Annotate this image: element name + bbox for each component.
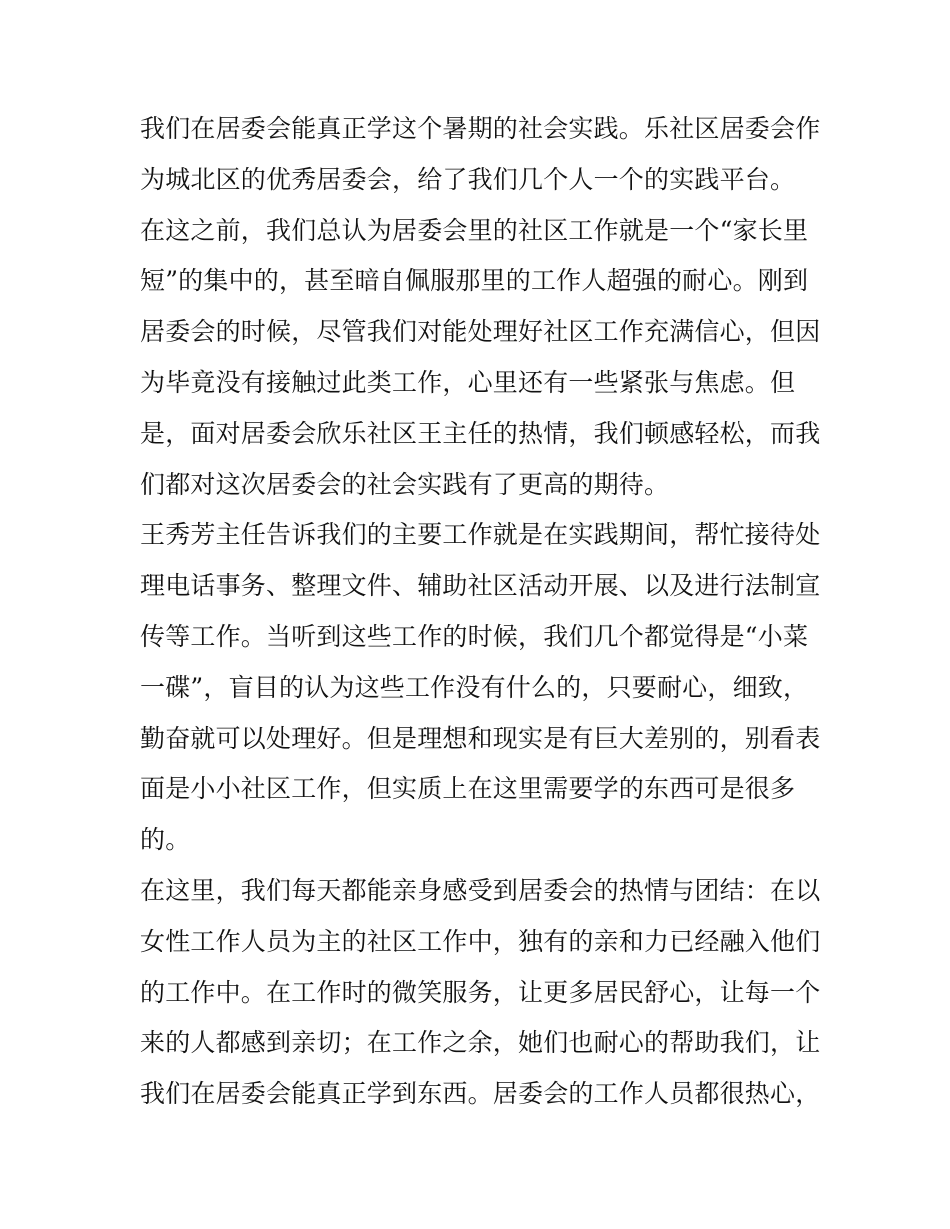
text-line: 王秀芳主任告诉我们的主要工作就是在实践期间，帮忙接待处 [140, 520, 821, 550]
text-line: 是，面对居委会欣乐社区王主任的热情，我们顿感轻松，而我 [140, 418, 821, 448]
text-line: 们都对这次居委会的社会实践有了更高的期待。 [140, 469, 670, 499]
text-line: 一碟”，盲目的认为这些工作没有什么的，只要耐心，细致， [140, 672, 809, 702]
text-line: 在这里，我们每天都能亲身感受到居委会的热情与团结：在以 [140, 875, 821, 905]
text-line: 女性工作人员为主的社区工作中，独有的亲和力已经融入他们 [140, 926, 821, 956]
text-line: 为城北区的优秀居委会，给了我们几个人一个的实践平台。 [140, 164, 796, 194]
text-line: 的。 [140, 825, 191, 855]
text-line: 在这之前，我们总认为居委会里的社区工作就是一个“家长里 [140, 215, 809, 245]
text-line: 我们在居委会能真正学到东西。居委会的工作人员都很热心， [140, 1079, 821, 1109]
text-line: 勤奋就可以处理好。但是理想和现实是有巨大差别的，别看表 [140, 723, 821, 753]
text-line: 我们在居委会能真正学这个暑期的社会实践。乐社区居委会作 [140, 114, 821, 143]
text-line: 的工作中。在工作时的微笑服务，让更多居民舒心，让每一个 [140, 977, 821, 1007]
text-line: 为毕竟没有接触过此类工作，心里还有一些紧张与焦虑。但 [140, 367, 796, 397]
text-line: 短”的集中的，甚至暗自佩服那里的工作人超强的耐心。刚到 [140, 266, 809, 296]
text-line: 传等工作。当听到这些工作的时候，我们几个都觉得是“小菜 [140, 621, 809, 651]
text-line: 来的人都感到亲切；在工作之余，她们也耐心的帮助我们，让 [140, 1028, 821, 1058]
body-text [140, 104, 820, 1120]
text-line: 面是小小社区工作，但实质上在这里需要学的东西可是很多 [140, 774, 796, 804]
text-line: 理电话事务、整理文件、辅助社区活动开展、以及进行法制宣 [140, 571, 821, 601]
text-line: 居委会的时候，尽管我们对能处理好社区工作充满信心，但因 [140, 317, 821, 347]
